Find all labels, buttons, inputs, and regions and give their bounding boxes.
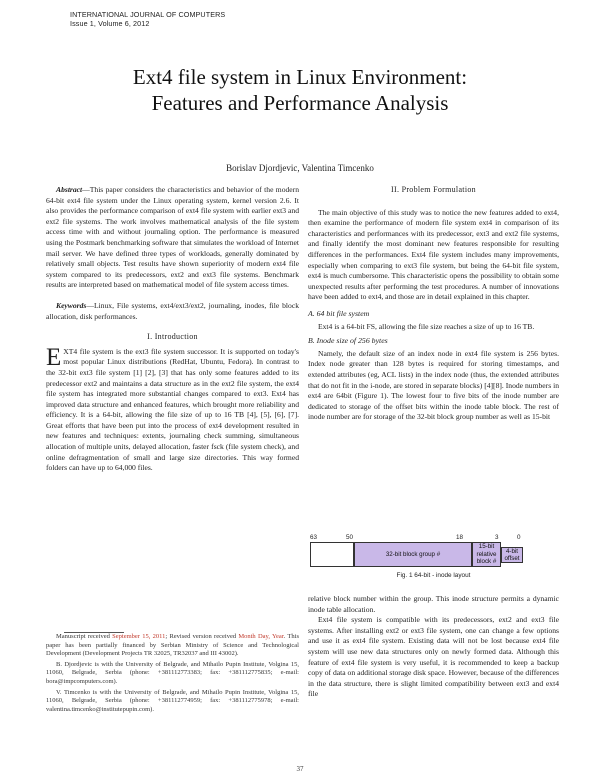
received-date: September 15, 2011 [112,633,166,640]
journal-issue: Issue 1, Volume 6, 2012 [70,19,150,28]
right-column-bottom [308,594,559,700]
bit-label-63: 63 [310,534,318,541]
bit-label-0: 0 [517,534,521,541]
introduction-body: XT4 file system is the ext3 file system successor. It is supported on today's most popular Linux distributions (RedHat, Ubuntu, Fedora). In contrast to the 32-bit ext3 file system [1] [2], [3] that has only some features added to its predecessor ext2 and maintains a data structure as in the ext2 file system, the ext4 file system has integrated more substantial changes compared to ext3. Ext4 has improved data structure and enhanced features, which brought more reliability and efficiency. It is a 64-bit, allowing the file size of up to 16 TB [4], [5], [6], [7]. Great efforts that have been put into the process of ext4 development resulted in new features and techniques: extents, journaling check summing, simultaneous allocation of multiple units, delayed allocation, faster fsck (file system check), and online defragmentation of small and large size directories. This way formed folders can have up to 64,000 files. [46,346,299,473]
abstract-text: —This paper considers the characteristics and behavior of the modern 64-bit ext4 file system under the Linux operating system, kernel version 2.6. It also provides the performance comparison of ext4 file system with earlier ext3 and ext2 file systems. The work involves mathematical analysis of the file system access time with and without journaling option. The performance is measured using the Postmark benchmarking software that simulates the workload of Internet mail server. We have defined three types of workloads, generally dominated by relatively small objects. Test results have shown superiority of modern ext4 file system compared to its predecessors, ext2 and ext3 file systems. Benchmark results are interpreted based on mathematical model of file system access times. [46,185,299,290]
dropcap: E [46,343,62,371]
problem-heading: II. Problem Formulation [391,185,476,194]
abstract [46,185,299,291]
footnote-author-1: B. Djordjevic is with the University of Belgrade, and Mihailo Pupin Institute, Volgina 15, 11060, Belgrade, Serbia (phone: +381112773383; fax: +381112775835; e-mail: bora@impcomputers.com). [46,660,299,685]
keywords [46,301,299,322]
introduction-text [46,343,299,474]
paper-title [30,64,570,116]
continuation-text-2: Ext4 file system is compatible with its predecessors, ext2 and ext3 file systems. After installing ext2 or ext3 file system, one can change a few options and use it as ext4 file system. Existing data will not be lost because ext4 file system will use new data structures only on newly formed data. Although this feature of ext4 file system is very useful, it is recommended to keep a backup copy of data on additional storage disk space. However, because of the differences in the data structure, there is slight limited compatibility between ext3 and ext4 file [308,615,559,699]
field-offset: 4-bit offset [501,547,523,563]
field-block-group: 32-bit block group # [354,542,472,567]
section-a-heading: A. 64 bit file system [308,308,370,318]
field-reserved [310,542,354,567]
title-line-2: Features and Performance Analysis [151,91,449,115]
footnote-manuscript [46,633,299,659]
footnotes [46,633,299,716]
figure-1-caption: Fig. 1 64-bit - inode layout [396,572,471,579]
footnote-author-2: V. Timcenko is with the University of Belgrade, and Mihailo Pupin Institute, Volgina 15, 11060, Belgrade, Serbia (phone: +381112774959; fax: +381112775978; e-mail: valentina.timcenko@institutepupin.com). [46,688,299,713]
page-number: 37 [296,765,304,773]
title-line-1: Ext4 file system in Linux Environment: [132,65,468,89]
continuation-text-1: relative block number within the group. This inode structure permits a dynamic inode table allocation. [308,594,559,614]
journal-header [70,10,225,28]
received-label: Manuscript received [56,633,113,640]
revised-date: Month Day, Year [238,633,284,640]
right-column-top [308,185,559,423]
figure-1 [308,534,559,584]
revised-label: ; Revised version received [165,633,239,640]
funding-note: . This paper has been partially financed by Serbian Ministry of Science and Technological Development (Development Projects TR 32025, TR32037 and III 43002). [46,633,299,658]
bit-label-3: 3 [495,534,499,541]
problem-text: The main objective of this study was to notice the new features added to ext4, then examine the performance of modern file system ext4 in comparison of its characteristics and performances with its predecessor, ext3 and ext2 file systems, and finally identify the most dominant new features responsible for resulting differences in the performances. Ext4 file system includes many improvements, especially when comparing to ext3 file system, but being the 64-bit file system, ext4 is much cumbersome. This characteristic opens the possibility to obtain some unexpected results after performing the test procedures. A number of innovations have been added to ext4, and those are in detail explained in this chapter. [308,207,559,302]
section-b-heading: B. Inode size of 256 bytes [308,336,388,346]
bit-label-18: 18 [456,534,464,541]
keywords-label: Keywords [56,300,87,310]
left-column [46,185,299,474]
bit-label-50: 50 [346,534,354,541]
abstract-label: Abstract [56,185,83,194]
authors: Borislav Djordjevic, Valentina Timcenko [226,163,374,173]
introduction-heading: I. Introduction [147,332,198,342]
keywords-text: —Linux, File systems, ext4/ext3/ext2, journaling, inodes, file block allocation, disk performances. [46,300,299,321]
field-relative-block: 15-bit relative block # [472,542,501,567]
journal-name: INTERNATIONAL JOURNAL OF COMPUTERS [70,10,226,19]
section-b-text: Namely, the default size of an index node in ext4 file system is 256 bytes. Index node greater than 128 bytes is required for storing timestamps, and extended attributes (eg, ACL lists) in the index node (thus, the extended attributes that do not fit in the i-node, are stored in separate blocks) [4][8]. Inode numbers in ext4 are 64bit (Figure 1). The lowest four to five bits of the inode number are dedicated to storage of the offset bits within the inode table block. The rest of inode number are for storage of the 32-bit block group number as well as 15-bit [308,348,559,422]
section-a-text: Ext4 is a 64-bit FS, allowing the file size reaches a size of up to 16 TB. [318,321,535,331]
